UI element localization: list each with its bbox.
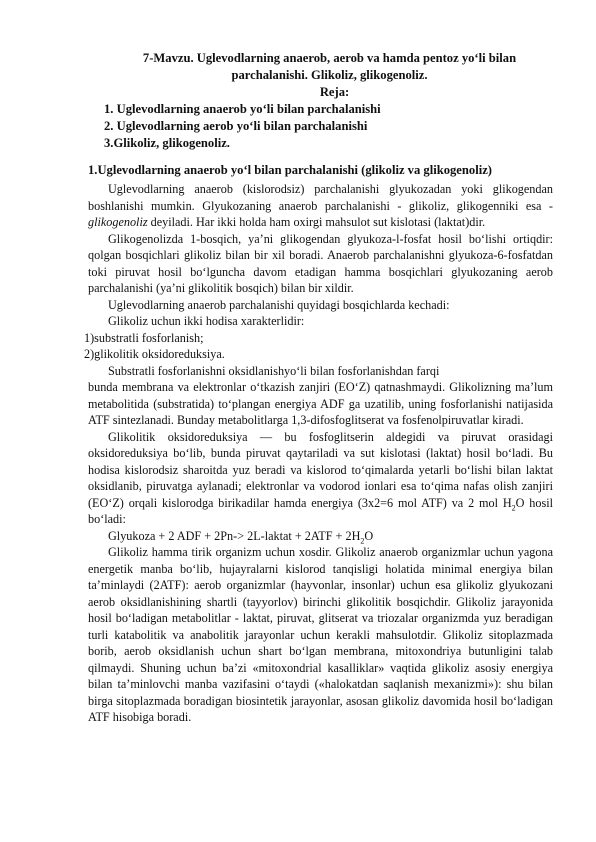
plan-item-2: 2. Uglevodlarning aerob yo‘li bilan parchalanishi bbox=[104, 119, 368, 133]
paragraph-difference-line: Substratli fosforlanishni oksidlanishyo‘li bilan fosforlanishdan farqi bbox=[108, 363, 440, 378]
reaction-equation bbox=[88, 528, 553, 545]
equation-subscript: 2 bbox=[360, 535, 365, 545]
list-item-oxidoreduction: 2)glikolitik oksidoreduksiya. bbox=[84, 347, 225, 361]
paragraph-two-events: Glikoliz uchun ikki hodisa xarakterlidir: bbox=[108, 314, 305, 328]
paragraph-oxidoreduction-text-b: O hosil bo‘ladi: bbox=[88, 495, 553, 526]
paragraph-difference: bunda membrana va elektronlar o‘tkazish zanjiri (EO‘Z) qatnashmaydi. Glikolizning ma’lum metabolitida (substratida) to‘plangan energiya ADF ga uzatilib, uning fosforlanishi natijasida ATF sintezlanadi. Bunday metabolitlarga 1,3-difosfoglitserat va fosfenolpiruvatlar kiradi. bbox=[88, 380, 553, 427]
list-item-substrate: 1)substratli fosforlanish; bbox=[84, 330, 204, 345]
paragraph-stages: Uglevodlarning anaerob parchalanishi quyidagi bosqichlarda kechadi: bbox=[108, 297, 450, 312]
plan-item-3: 3.Glikoliz, glikogenoliz. bbox=[104, 136, 230, 150]
plan-list bbox=[88, 101, 553, 152]
glikogenoliz-term: glikogenoliz bbox=[88, 215, 148, 229]
paragraph-glikogenoliz: Glikogenolizda 1-bosqich, ya’ni glikogendan glyukoza-l-fosfat hosil bo‘lishi ortiqdir: qolgan bosqichlari glikoliz bilan bir xil boradi. Anaerob parchalanishni glyukoza-6-fosfatdan toki piruvat hosil bo‘lguncha davom etadigan hamma bosqichlari glyukozaning aerob parchalanishi (ya’ni glikolitik bosqich) bilan bir xildir. bbox=[88, 231, 553, 295]
paragraph-intro-text-b: deyiladi. Har ikki holda ham oxirgi mahsulot sut kislotasi (laktat)dir. bbox=[147, 215, 486, 229]
paragraph-intro-text-a: Uglevodlarning anaerob (kislorodsiz) parchalanishi glyukozadan yoki glikogendan boshlanishi mumkin. Glyukozaning anaerob parchalanishi - glikoliz, glikogenniki esa - bbox=[88, 182, 553, 213]
document-title: 7-Mavzu. Uglevodlarning anaerob, aerob va hamda pentoz yo‘li bilan parchalanishi. Glikoliz, glikogenoliz. bbox=[142, 51, 517, 82]
plan-heading: Reja: bbox=[319, 85, 350, 99]
plan-item-1: 1. Uglevodlarning anaerob yo‘li bilan parchalanishi bbox=[104, 102, 381, 116]
document-page bbox=[84, 50, 553, 726]
paragraph-intro bbox=[88, 181, 553, 231]
paragraph-oxidoreduction bbox=[88, 429, 553, 528]
paragraph-glycolysis-role: Glikoliz hamma tirik organizm uchun xosdir. Glikoliz anaerob organizmlar uchun yagona energetik manba bo‘lib, hujayralarni kislorod tanqisligi holatida minimal energiya bilan ta’minlaydi (2ATF): aerob organizmlar (hayvonlar, insonlar) uchun esa glikoliz glyukozani aerob oksidlanishining shartli (tayyorlov) birinchi glikolitik bosqichdir. Glikoliz jarayonida hosil bo‘ladigan metabolitlar - laktat, piruvat, glitserat va triozalar organizmda yuz beradigan turli katabolitik va anabolitik jarayonlar uchun kerakli mahsulotdir. Glikoliz sitoplazmada borib, aerob oksidlanish uchun shart bo‘lgan membrana, mitoxondriya butunligini talab qilmaydi. Shuning uchun ba’zi «mitoxondrial kasalliklar» vaqtida glikoliz asosiy energiya bilan ta’minlovchi manba vazifasini o‘taydi («halokatdan saqlanish mexanizmi»): shu bilan birga sitoplazmada boradigan biosintetik jarayonlar, asosan glikoliz davomida hosil bo‘ladigan ATF hisobiga boradi. bbox=[88, 545, 553, 724]
equation-text-b: O bbox=[364, 528, 374, 543]
section-heading: 1.Uglevodlarning anaerob yo‘l bilan parchalanishi (glikoliz va glikogenoliz) bbox=[88, 163, 492, 177]
equation-text-a: Glyukoza + 2 ADF + 2Pn-> 2L-laktat + 2ATF + 2H bbox=[108, 528, 361, 543]
paragraph-oxidoreduction-text-a: Glikolitik oksidoreduksiya — bu fosfoglitserin aldegidi va piruvat orasidagi oksidoreduksiya bo‘lib, bunda piruvat qaytariladi va sut kislotasi (laktat) hosil bo‘ladi. Bu hodisa kislorodsiz sharoitda yuz beradi va kislorod to‘qimalarda yetarli bo‘lishi bilan laktat oksidlanib, piruvatga aylanadi; elektronlar va vodorod ionlari esa to‘qima nafas olish zanjiri (EO‘Z) orqali kislorodga birikadilar hamda energiya (3x2=6 mol ATF) va 2 mol H bbox=[88, 429, 553, 510]
subscript-2: 2 bbox=[511, 502, 516, 512]
